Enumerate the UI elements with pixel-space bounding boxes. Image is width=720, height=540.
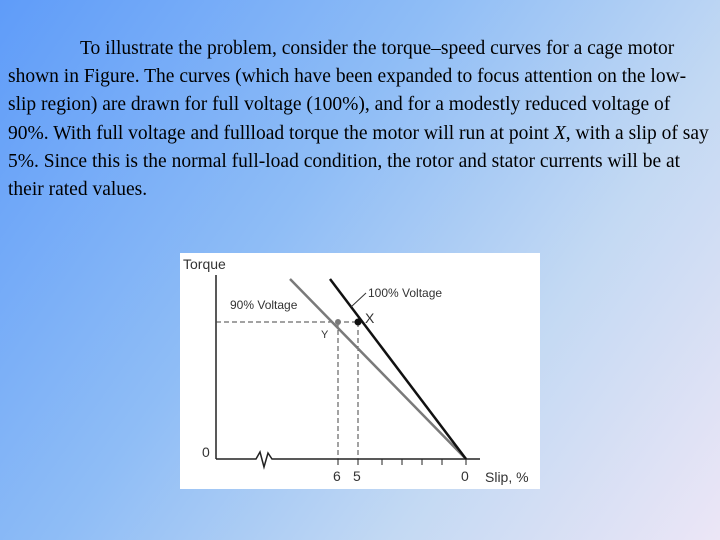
paragraph-part1: To illustrate the problem, consider the torque–speed curves for a cage motor shown in Figure. The curves (which have been expanded to focus attention on the low-slip region) are drawn for full voltage (100%), and for a modestly reduced voltage of 90%. With full voltage and fullload torque the motor will run at point	[8, 38, 687, 144]
curve-90-label: 90% Voltage	[230, 298, 298, 312]
point-y-label: Y	[321, 329, 329, 341]
point-x-label: X	[365, 310, 375, 326]
paragraph-point-x: X	[553, 122, 566, 144]
paragraph-part2: , with a slip of say 5%. Since this is the normal full-load condition, the rotor and stator currents will be at their rated values.	[8, 122, 709, 201]
guide-lines	[216, 322, 358, 459]
label-leader-line	[351, 293, 366, 307]
x-axis-ticks	[338, 459, 466, 465]
y-axis-label: Torque	[183, 256, 226, 272]
curve-100-voltage	[330, 279, 466, 459]
body-paragraph	[8, 35, 712, 204]
tick-label-6: 6	[333, 468, 341, 484]
curve-100-label: 100% Voltage	[368, 286, 443, 300]
point-x-marker	[355, 319, 362, 326]
torque-slip-chart	[180, 253, 540, 489]
x-axis-label: Slip, %	[485, 469, 529, 485]
torque-slip-figure	[180, 253, 540, 489]
tick-label-0: 0	[461, 468, 469, 484]
curve-90-voltage	[290, 279, 466, 459]
origin-label: 0	[202, 444, 210, 460]
x-axis-line	[216, 452, 480, 467]
tick-label-5: 5	[353, 468, 361, 484]
point-y-marker	[335, 319, 341, 325]
